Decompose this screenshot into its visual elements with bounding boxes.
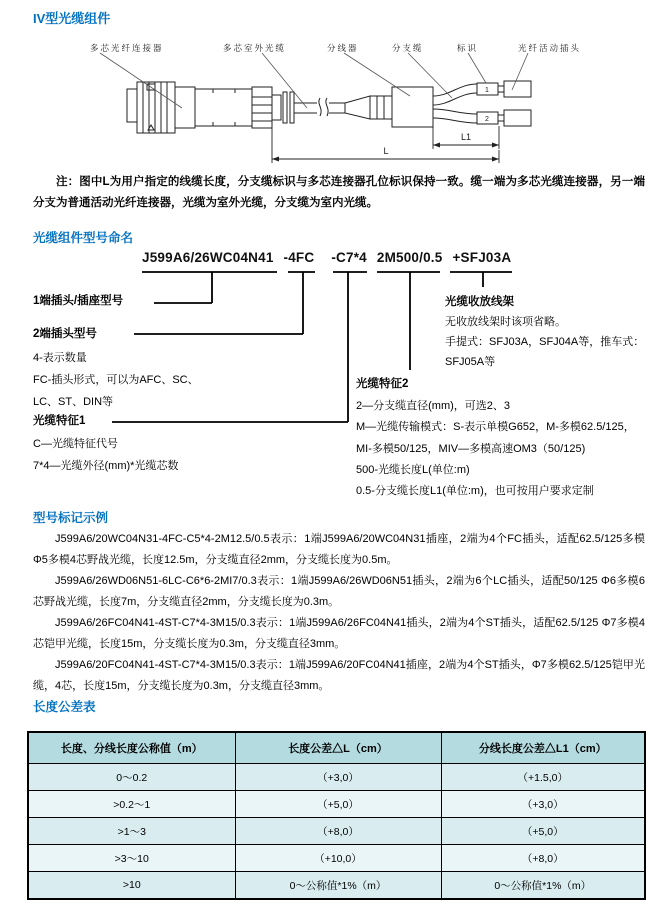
marker-number-1: 1: [485, 87, 489, 94]
table-header-cell: 长度公差△L（cm）: [235, 732, 441, 764]
annotation-feature2-line3: MI-多模50/125，MIV—多模高速OM3（50/125): [356, 443, 586, 455]
annotation-end1-label: 1端插头/插座型号: [33, 295, 124, 307]
label-marker: 标识: [457, 43, 479, 53]
table-cell: >1～3: [28, 818, 235, 845]
label-splitter: 分线器: [327, 43, 359, 53]
table-cell: （+5,0）: [235, 791, 441, 818]
table-cell: 0～公称值*1%（m）: [441, 872, 645, 900]
usage-note: 注：图中L为用户指定的线缆长度，分支缆标识与多芯连接器孔位标识保持一致。缆一端为多芯光缆连接器，另一端分支为普通活动光纤连接器，光缆为室外光缆，分支缆为室内光缆。: [33, 176, 645, 209]
table-cell: （+10,0）: [235, 845, 441, 872]
example-paragraph: J599A6/20WC04N31-4FC-C5*4-2M12.5/0.5表示：1端J599A6/20WC04N31插座，2端为4个FC插头，适配62.5/125多模Φ5多模4芯野战光缆，长度12.5m，分支缆直径2mm，分支缆长度为0.5m。: [33, 533, 645, 566]
annotation-end2-label: 2端插头型号: [33, 328, 97, 340]
table-header-cell: 长度、分线长度公称值（m）: [28, 732, 235, 764]
annotation-end2-line3: LC、ST、DIN等: [33, 396, 114, 408]
table-cell: >3～10: [28, 845, 235, 872]
table-cell: （+8,0）: [235, 818, 441, 845]
model-segment-2: -4FC: [283, 250, 315, 265]
annotation-rack-line3: SFJ05A等: [445, 356, 496, 368]
label-fiber-plug: 光纤活动插头: [518, 43, 582, 53]
table-cell: （+5,0）: [441, 818, 645, 845]
cable-assembly-diagram: [60, 28, 660, 178]
section-heading-naming: 光缆组件型号命名: [33, 231, 134, 245]
label-multicore-connector: 多芯光纤连接器: [90, 43, 164, 53]
table-row: [28, 818, 645, 845]
annotation-feature2-line4: 500-光缆长度L(单位:m): [356, 464, 470, 476]
dim-label-l1: L1: [460, 132, 472, 142]
annotation-rack-line2: 手提式：SFJ03A，SFJ04A等，推车式：: [445, 336, 645, 348]
table-cell: （+3,0）: [235, 764, 441, 791]
examples-block: [33, 529, 645, 697]
annotation-feature2-label: 光缆特征2: [356, 378, 409, 390]
label-branch-cable: 分支缆: [392, 43, 424, 53]
table-cell: （+8,0）: [441, 845, 645, 872]
page-title: IV型光缆组件: [33, 11, 111, 26]
model-segment-5: +SFJ03A: [452, 250, 512, 265]
table-row: [28, 764, 645, 791]
section-heading-tolerance: 长度公差表: [33, 700, 96, 714]
table-cell: >0.2～1: [28, 791, 235, 818]
example-paragraph: J599A6/26WD06N51-6LC-C6*6-2MI7/0.3表示：1端J599A6/26WD06N51插头，2端为6个LC插头，适配50/125 Φ6多模6芯野战光缆，长度7m，分支缆直径2mm，分支缆长度为0.3m。: [33, 575, 645, 608]
table-cell: （+3,0）: [441, 791, 645, 818]
annotation-feature2-line1: 2—分支缆直径(mm)，可选2、3: [356, 400, 511, 412]
table-header-cell: 分线长度公差△L1（cm）: [441, 732, 645, 764]
annotation-feature2-line5: 0.5-分支缆长度L1(单位:m)，也可按用户要求定制: [356, 485, 594, 497]
dim-label-l: L: [383, 146, 389, 156]
section-heading-examples: 型号标记示例: [33, 511, 109, 525]
annotation-end2-line1: 4-表示数量: [33, 352, 87, 364]
table-row: [28, 791, 645, 818]
annotation-feature1-label: 光缆特征1: [33, 415, 86, 427]
model-segment-3: -C7*4: [331, 250, 367, 265]
example-paragraph: J599A6/20FC04N41-4ST-C7*4-3M15/0.3表示：1端J599A6/20FC04N41插座，2端为4个ST插头，Φ7多模62.5/125铠甲光缆，4芯，长度15m，分支缆长度为0.3m，分支缆直径3mm。: [33, 659, 645, 692]
annotation-rack-line1: 无收放线架时该项省略。: [445, 316, 566, 328]
table-cell: 0～公称值*1%（m）: [235, 872, 441, 900]
label-outdoor-cable: 多芯室外光缆: [223, 43, 287, 53]
table-cell: 0～0.2: [28, 764, 235, 791]
annotation-rack-label: 光缆收放线架: [445, 296, 514, 308]
model-segment-4: 2M500/0.5: [376, 250, 443, 265]
tolerance-table: [27, 731, 646, 900]
example-paragraph: J599A6/26FC04N41-4ST-C7*4-3M15/0.3表示：1端J599A6/26FC04N41插头，2端为4个ST插头，适配62.5/125 Φ7多模4芯铠甲光缆，长度15m，分支缆长度为0.3m，分支缆直径3mm。: [33, 617, 645, 650]
table-cell: >10: [28, 872, 235, 900]
annotation-feature1-line2: 7*4—光缆外径(mm)*光缆芯数: [33, 460, 179, 472]
annotation-end2-line2: FC-插头形式，可以为AFC、SC、: [33, 374, 199, 386]
annotation-feature1-line1: C—光缆特征代号: [33, 438, 118, 450]
table-row: [28, 872, 645, 900]
table-header-row: [28, 732, 645, 764]
marker-number-2: 2: [485, 116, 489, 123]
table-row: [28, 845, 645, 872]
table-cell: （+1.5,0）: [441, 764, 645, 791]
annotation-feature2-line2: M—光缆传输模式：S-表示单模G652，M-多模62.5/125，: [356, 421, 635, 433]
model-segment-1: J599A6/26WC04N41: [142, 250, 274, 265]
